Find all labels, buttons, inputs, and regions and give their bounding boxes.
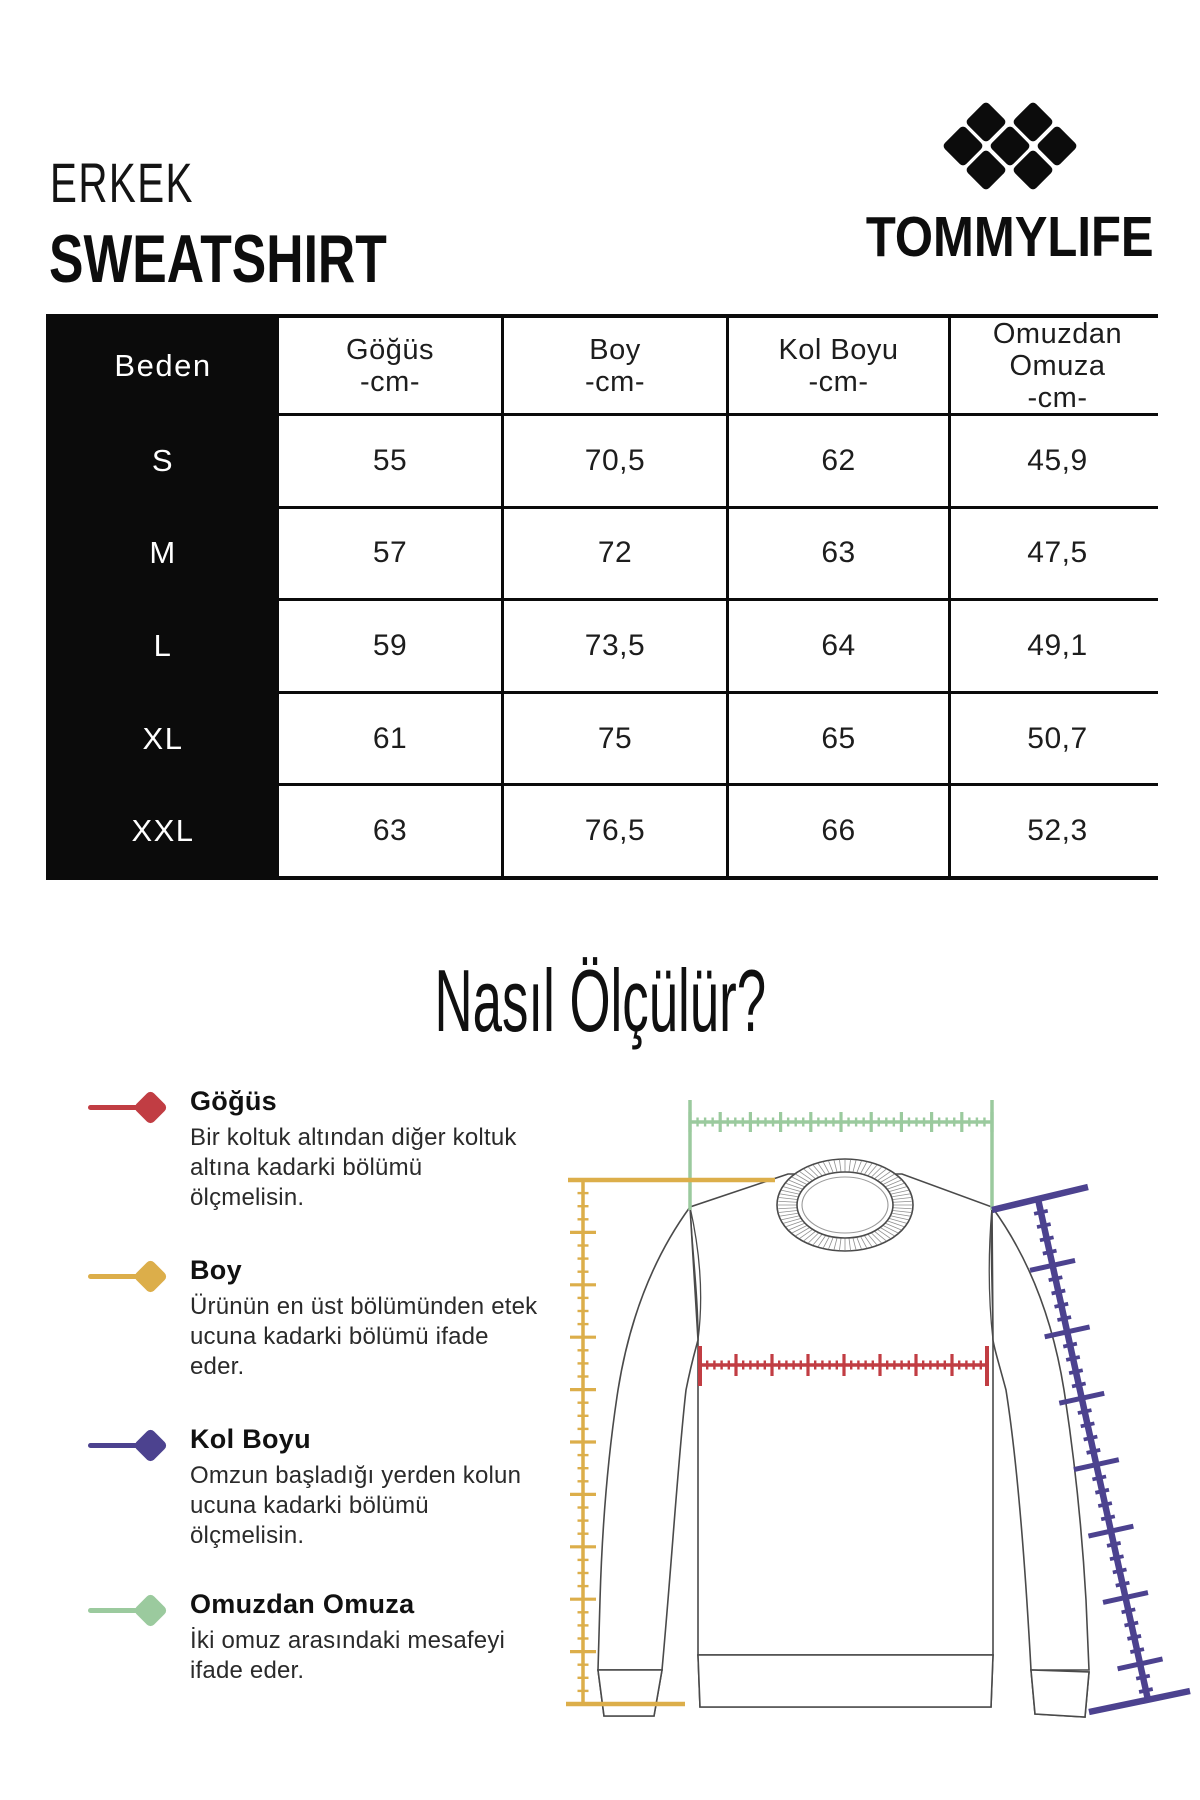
legend-title: Boy xyxy=(190,1255,242,1285)
size-table-header-beden: Beden xyxy=(50,318,276,413)
table-cell: 61 xyxy=(279,694,501,784)
tommylife-logo-icon xyxy=(936,94,1086,194)
size-table-header-gogus: Göğüs -cm- xyxy=(279,318,501,413)
table-cell: 52,3 xyxy=(951,786,1164,876)
size-row-label: XL xyxy=(50,694,276,784)
size-table xyxy=(46,314,1158,880)
table-cell: 65 xyxy=(729,694,948,784)
table-cell: 63 xyxy=(279,786,501,876)
table-cell: 72 xyxy=(504,509,726,599)
legend-description: Bir koltuk altından diğer koltuk altına kadarki bölümü ölçmelisin. xyxy=(190,1124,517,1211)
table-cell: 47,5 xyxy=(951,509,1164,599)
page-title-product: SWEATSHIRT xyxy=(49,221,387,297)
length-diamond-icon xyxy=(133,1259,168,1294)
table-cell: 75 xyxy=(504,694,726,784)
legend-description: Omzun başladığı yerden kolun ucuna kadarki bölümü ölçmelisin. xyxy=(190,1462,522,1549)
table-cell: 55 xyxy=(279,416,501,506)
table-cell: 73,5 xyxy=(504,601,726,691)
sweatshirt-diagram xyxy=(440,1060,1200,1750)
size-table-header-boy: Boy -cm- xyxy=(504,318,726,413)
table-cell: 57 xyxy=(279,509,501,599)
legend-description: Ürünün en üst bölümünden etek ucuna kadarki bölümü ifade eder. xyxy=(190,1293,538,1380)
how-to-measure-heading xyxy=(0,950,1200,1052)
table-cell: 62 xyxy=(729,416,948,506)
brand-wordmark: TOMMYLIFE xyxy=(866,205,1154,269)
legend-title: Göğüs xyxy=(190,1086,277,1116)
table-cell: 64 xyxy=(729,601,948,691)
legend-title: Kol Boyu xyxy=(190,1424,311,1454)
legend-description: İki omuz arasındaki mesafeyi ifade eder. xyxy=(190,1627,506,1684)
sweatshirt-outline xyxy=(598,1159,1089,1717)
table-cell: 49,1 xyxy=(951,601,1164,691)
size-table-header-kol-boyu: Kol Boyu -cm- xyxy=(729,318,948,413)
table-cell: 70,5 xyxy=(504,416,726,506)
table-cell: 59 xyxy=(279,601,501,691)
size-row-label: L xyxy=(50,601,276,691)
chest-diamond-icon xyxy=(133,1090,168,1125)
size-row-label: M xyxy=(50,509,276,599)
size-table-header-omuzdan-omuza: Omuzdan Omuza -cm- xyxy=(951,318,1164,413)
how-to-title: Nasıl Ölçülür? xyxy=(434,951,766,1050)
size-row-label: S xyxy=(50,416,276,506)
shoulder-diamond-icon xyxy=(133,1593,168,1628)
legend-title: Omuzdan Omuza xyxy=(190,1589,415,1619)
page-title-category: ERKEK xyxy=(50,151,194,214)
table-cell: 76,5 xyxy=(504,786,726,876)
sleeve-diamond-icon xyxy=(133,1428,168,1463)
table-cell: 45,9 xyxy=(951,416,1164,506)
table-cell: 50,7 xyxy=(951,694,1164,784)
size-row-label: XXL xyxy=(50,786,276,876)
table-cell: 66 xyxy=(729,786,948,876)
table-cell: 63 xyxy=(729,509,948,599)
